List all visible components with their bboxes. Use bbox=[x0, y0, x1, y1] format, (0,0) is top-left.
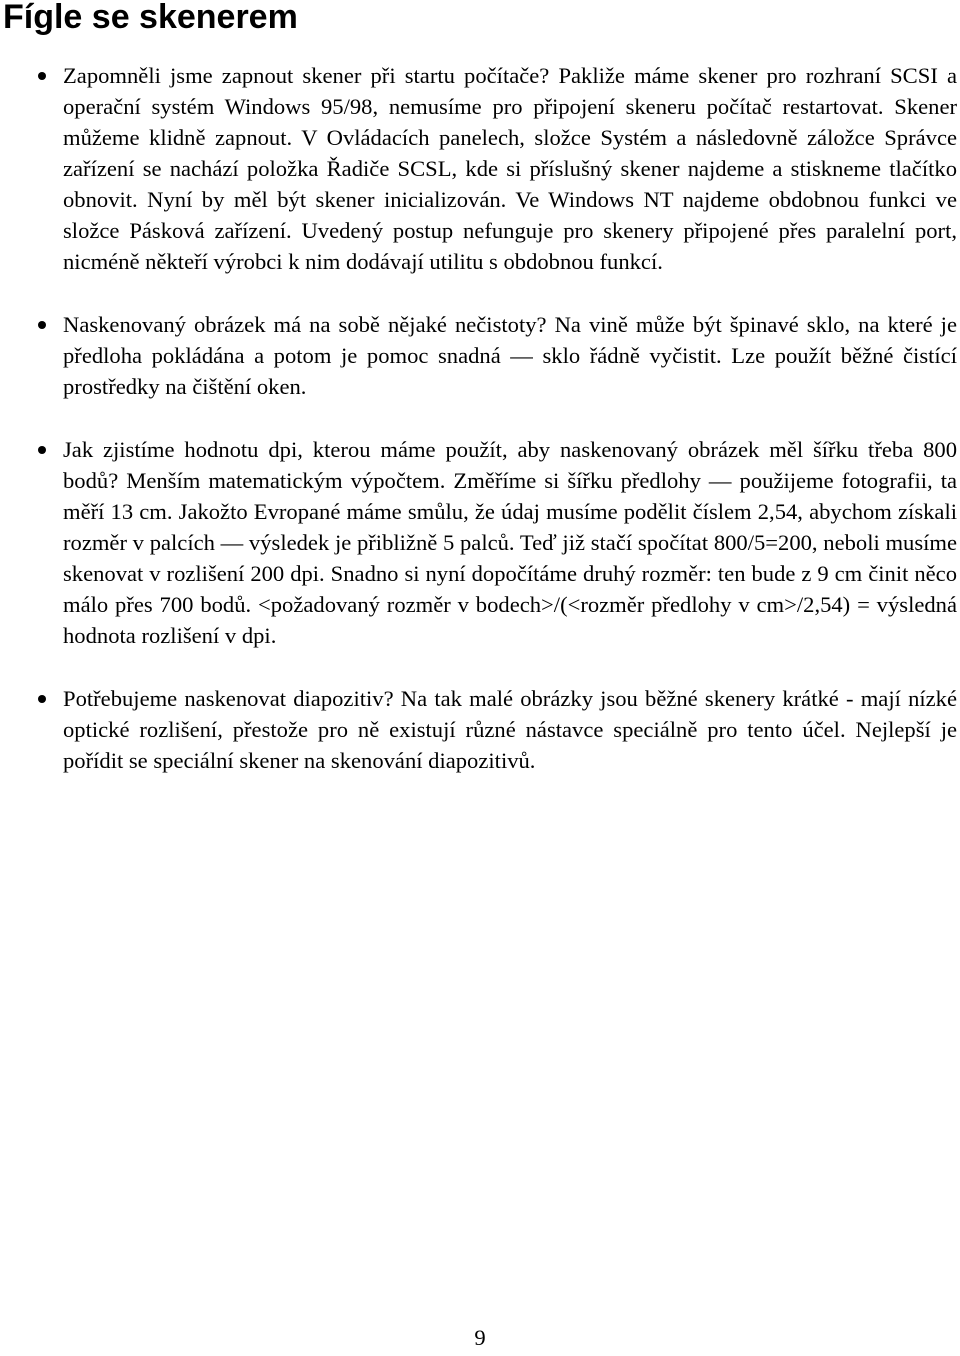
list-item bbox=[0, 434, 960, 651]
bullet-icon bbox=[38, 321, 46, 329]
bullet-icon bbox=[38, 695, 46, 703]
list-item bbox=[0, 683, 960, 776]
bullet-icon bbox=[38, 446, 46, 454]
tips-list bbox=[0, 60, 960, 808]
list-item-text: Jak zjistíme hodnotu dpi, kterou máme použít, aby naskenovaný obrázek měl šířku třeba 800 bodů? Menším matematickým výpočtem. Změříme si šířku předlohy — použijeme fotografii, ta měří 13 cm. Jakožto Evropané máme smůlu, že údaj musíme podělit číslem 2,54, abychom získali rozměr v palcích — výsledek je přibližně 5 palců. Teď již stačí spočítat 800/5=200, neboli musíme skenovat v rozlišení 200 dpi. Snadno si nyní dopočítáme druhý rozměr: ten bude z 9 cm činit něco málo přes 700 bodů. <požadovaný rozměr v bodech>/(<rozměr předlohy v cm>/2,54) = výsledná hodnota rozlišení v dpi. bbox=[63, 437, 957, 648]
page-title: Fígle se skenerem bbox=[3, 0, 298, 36]
list-item-text: Zapomněli jsme zapnout skener při startu počítače? Pakliže máme skener pro rozhraní SCSI a operační systém Windows 95/98, nemusíme pro připojení skeneru počítač restartovat. Skener můžeme klidně zapnout. V Ovládacích panelech, složce Systém a následovně záložce Správce zařízení se nachází položka Řadiče SCSL, kde si příslušný skener najdeme a stiskneme tlačítko obnovit. Nyní by měl být skener inicializován. Ve Windows NT najdeme obdobnou funkci ve složce Pásková zařízení. Uvedený postup nefunguje pro skenery připojené přes paralelní port, nicméně někteří výrobci k nim dodávají utilitu s obdobnou funkcí. bbox=[63, 63, 957, 274]
list-item bbox=[0, 60, 960, 277]
list-item-text: Potřebujeme naskenovat diapozitiv? Na tak malé obrázky jsou běžné skenery krátké - mají nízké optické rozlišení, přestože pro ně existují různé nástavce speciálně pro tento účel. Nejlepší je pořídit se speciální skener na skenování diapozitivů. bbox=[63, 686, 957, 773]
list-item bbox=[0, 309, 960, 402]
bullet-icon bbox=[38, 72, 46, 80]
page-number: 9 bbox=[474, 1325, 486, 1350]
list-item-text: Naskenovaný obrázek má na sobě nějaké nečistoty? Na vině může být špinavé sklo, na které je předloha pokládána a potom je pomoc snadná — sklo řádně vyčistit. Lze použít běžné čistící prostředky na čištění oken. bbox=[63, 312, 957, 399]
